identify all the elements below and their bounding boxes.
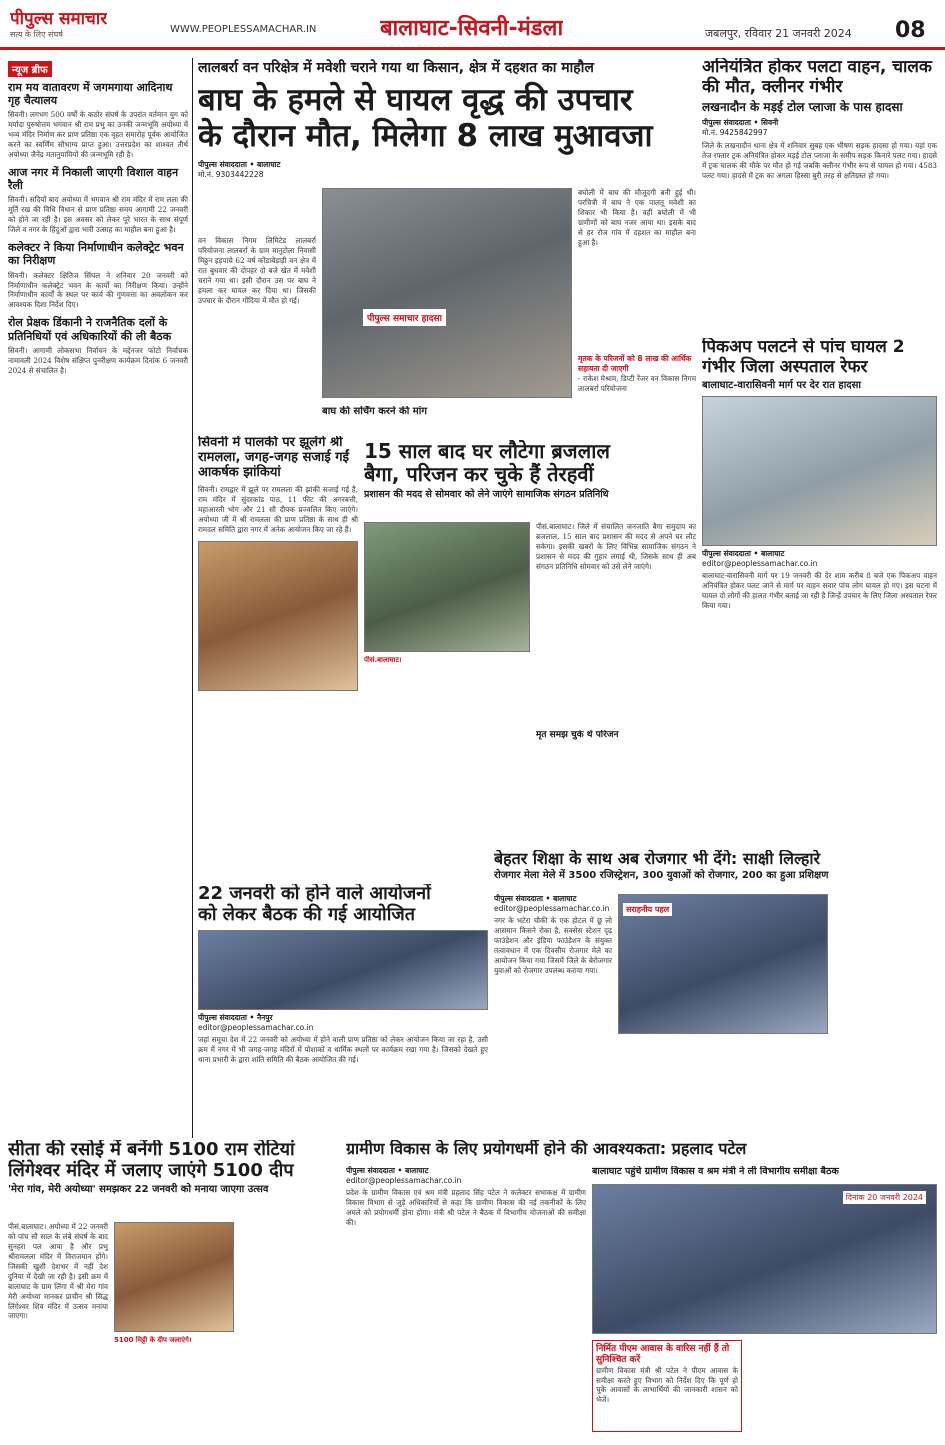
- sakshi-text-column: [494, 894, 612, 1124]
- baiga-body: पीसं.बालाघाट। जिले में संचालित जनजाति बैगा समुदाय का ब्रजलाल, 15 साल बाद प्रशासन की मदद से अपने घर लौट सकेगा। इसकी खबरों के लिए विभिन्न सामाजिक संगठन ने प्रशासन से मदद की गुहार लगाई थी, जिसके साथ ही अब संगठन प्रतिनिधि सोमवार को उसे लेने जाएंगे।: [536, 522, 696, 571]
- brief-headline: राम मय वातावरण में जगमगाया आदिनाथ गृह चैत्यालय: [8, 81, 173, 108]
- lead-mobile: मो.नं. 9303442228: [198, 170, 264, 180]
- masthead: [0, 0, 945, 50]
- official-quote: [578, 354, 696, 444]
- sakshi-story: [494, 850, 937, 1132]
- accident-mobile: मो.नं. 9425842997: [702, 128, 768, 138]
- patel-subhead: बालाघाट पहुंचे ग्रामीण विकास व श्रम मंत्री ने ली विभागीय समीक्षा बैठक: [592, 1166, 839, 1177]
- sakshi-email: editor@peoplessamachar.co.in: [494, 904, 610, 913]
- lead-headline-line1: बाघ के हमले से घायल वृद्ध की उपचार: [198, 82, 633, 118]
- pickup-byline: पीपुल्स संवाददाता • बालाघाट: [702, 549, 785, 559]
- meeting-byline: पीपुल्स संवाददाता • नैनपुर: [198, 1013, 273, 1023]
- sakshi-headline: बेहतर शिक्षा के साथ अब रोजगार भी देंगे: साक्षी लिल्हारे: [494, 850, 821, 868]
- meeting-email: editor@peoplessamachar.co.in: [198, 1023, 314, 1033]
- page-number: 08: [895, 18, 926, 43]
- patel-email: editor@peoplessamachar.co.in: [346, 1176, 462, 1185]
- patel-box-head: निर्मित पीएम आवास के वारिस नहीं हैं तो सुनिश्चित करें: [596, 1344, 730, 1365]
- meeting-headline-line2: को लेकर बैठक की गई आयोजित: [198, 903, 416, 925]
- dateline: जबलपुर, रविवार 21 जनवरी 2024: [705, 27, 852, 40]
- brief-headline: आज नगर में निकाली जाएगी विशाल वाहन रैली: [8, 166, 179, 193]
- sakshi-byline: पीपुल्स संवाददाता • बालाघाट: [494, 894, 577, 903]
- accident-body: जिले के लखनादौन थाना क्षेत्र में शनिवार सुबह एक भीषण सड़क हादसा हो गया। यहां एक तेज रफ्तार ट्रक अनियंत्रित होकर मड़ई टोल प्लाजा के समीप सड़क किनारे पलट गया। हादसे में ट्रक चालक की मौके पर मौत हो गई जबकि क्लीनर गंभीर रूप से घायल हो गया। 4583 पलट गया। हादसे में ट्रक का अगला हिस्सा बुरी तरह से क्षतिग्रस्त हो गया।: [702, 141, 937, 181]
- lead-story: [198, 58, 696, 498]
- lead-kicker: लालबर्रा वन परिक्षेत्र में मवेशी चराने गया था किसान, क्षेत्र में दहशत का माहौल: [198, 60, 594, 76]
- patel-photo: [592, 1184, 937, 1334]
- lead-headline-line2: के दौरान मौत, मिलेगा 8 लाख मुआवजा: [198, 117, 653, 154]
- meeting-photo: [198, 930, 488, 1010]
- palki-story: [198, 436, 358, 876]
- baiga-headline-line2: बैगा, परिजन कर चुके हैं तेरहवीं: [364, 462, 594, 486]
- news-brief-column: [8, 58, 188, 1138]
- photo-tag: पीपुल्स समाचार हादसा: [363, 309, 446, 326]
- lead-body-continued: बघोली में बाघ की मौजूदगी बनी हुई थी। परचित्री में बाघ ने एक पालतू मवेशी का शिकार भी किया है। वहीं बघोली में भी ग्रामीणों को बाघ नजर आया था। इसके बाद से हर रोज गांव में दहशत का माहौल बना हुआ है।: [578, 188, 696, 247]
- pickup-headline: पिकअप पलटने से पांच घायल 2 गंभीर जिला अस्पताल रेफर: [702, 338, 905, 377]
- baiga-photo: [364, 522, 530, 652]
- website-url: WWW.PEOPLESSAMACHAR.IN: [170, 24, 317, 35]
- palki-body: सिवनी। रामद्वार में झूले पर रामलला की झांकी सजाई गई है, राम मंदिर में सुंदरकांड पाठ, 11 फीट की अगरबत्ती, महाआरती भोग और 21 सौ दीपक प्रज्वलित किए जाएंगे। अयोध्या जी में श्री रामलला की प्राण प्रतिष्ठा के साथ ही श्री रामदल समिति द्वारा नगर में अनेक आयोजन किए जा रहे हैं।: [198, 484, 358, 534]
- section-title: बालाघाट-सिवनी-मंडला: [380, 16, 564, 41]
- news-brief-label: न्यूज ब्रीफ: [8, 61, 52, 77]
- patel-box: [592, 1340, 742, 1432]
- sakshi-body: नगर के भटेरा चौकी के एक होटल में छू लो आसमान किसने रोका है, सक्सेस स्टेशन दृढ़ फाउंडेशन और इंडिया फाउंडेशन के संयुक्त तत्वावधान में एक दिवसीय रोजगार मेले का आयोजन किया गया जिसमें जिले के बेरोजगार युवाओं को रोजगार उपलब्ध कराया गया।: [494, 916, 612, 975]
- brief-headline: कलेक्टर ने किया निर्माणाधीन कलेक्ट्रेट भवन का निरीक्षण: [8, 241, 184, 268]
- palki-photo: [198, 541, 358, 691]
- brief-body: सिवनी। आगामी लोकसभा निर्वाचन के मद्देनजर फोटो निर्वाचक नामावली 2024 विशेष संक्षिप्त पुनरीक्षण कार्यक्रम दिनांक 6 जनवरी 2024 से संचालित है।: [8, 345, 188, 375]
- column-divider: [192, 58, 193, 1138]
- patel-body: प्रदेश के ग्रामीण विकास एवं श्रम मंत्री प्रहलाद सिंह पटेल ने कलेक्टर सभाकक्ष में ग्रामीण विकास विभाग से जुड़े अधिकारियों से कहा कि ग्रामीण विकास की नई तकनीकों के लिए अमले को प्रयोगधर्मी होना होगा। मंत्री श्री पटेल ने बैठक में विभागीय योजनाओं की समीक्षा की।: [346, 1188, 586, 1227]
- sakshi-subhead: रोजगार मेला मेले में 3500 रजिस्ट्रेशन, 300 युवाओं को रोजगार, 200 का हुआ प्रशिक्षण: [494, 870, 829, 882]
- patel-story: [346, 1140, 937, 1440]
- lead-byline: पीपुल्स संवाददाता • बालाघाट: [198, 160, 281, 170]
- lead-subhead: बाघ की सर्चिंग करने की मांग: [322, 406, 428, 417]
- sita-headline-line1: सीता की रसोई में बनेंगी 5100 राम रोटियां: [8, 1140, 295, 1160]
- sita-story: [8, 1140, 338, 1440]
- sita-body: पीसं.बालाघाट। अयोध्या में 22 जनवरी को पांच सौ साल के लंबे संघर्ष के बाद सुनहरा पल आया है और प्रभु श्रीरामलला मंदिर में विराजमान होंगे। जिसकी खुशी देशभर में नहीं देश दुनिया में देखी जा रही है। इसी क्रम में बालाघाट के ग्राम लिंगा में श्री मेरा गांव मेरी अयोध्या मानकर प्राचीन श्री सिद्ध लिंगेश्वर शिव मंदिर में उत्सव मनाया जाएगा।: [8, 1222, 108, 1321]
- meeting-story: [198, 884, 488, 1124]
- pickup-subhead: बालाघाट-वारासिवनी मार्ग पर देर रात हादसा: [702, 380, 861, 392]
- pickup-email: editor@peoplessamachar.co.in: [702, 559, 818, 569]
- accident-headline: अनियंत्रित होकर पलटा वाहन, चालक की मौत, क्लीनर गंभीर: [702, 58, 932, 97]
- patel-text-column: [346, 1166, 586, 1228]
- meeting-body: जहां समूचा देश में 22 जनवरी को अयोध्या में होने वाली प्राण प्रतिष्ठा को लेकर आयोजन किया जा रहा है, उसी क्रम में नगर में भी जगह-जगह मंदिरों में पोशाकों व धार्मिक स्थलों पर कार्यक्रम रखा गया है। जिसको देखते हुए थाना प्रभारी के द्वारा शांति समिति की बैठक आयोजित की गई।: [198, 1035, 488, 1065]
- baiga-inner-subhead: मृत समझ चुके थे परिजन: [536, 730, 619, 740]
- baiga-caption: पीसं.बालाघाट।: [364, 656, 402, 664]
- patel-headline: ग्रामीण विकास के लिए प्रयोगधर्मी होने की आवश्यकता: प्रहलाद पटेल: [346, 1140, 747, 1158]
- quote-author: - राकेश मेश्राम, डिप्टी रेंजर वन विकास निगम लालबर्रा परियोजना: [578, 374, 696, 393]
- patel-box-body: ग्रामीण विकास मंत्री श्री पटेल ने पीएम आवास के समीक्षा करते हुए विभाग को निर्देश दिए कि पूर्ण हो चुके आवासों के लाभार्थियों की जानकारी शासन को भेजें।: [596, 1365, 738, 1405]
- sakshi-tag: सराहनीय पहल: [623, 903, 672, 916]
- accident-subhead: लखनादौन के मड़ई टोल प्लाजा के पास हादसा: [702, 100, 903, 115]
- sita-caption: 5100 मिट्टी के दीप जलाएंगे।: [114, 1336, 192, 1344]
- lead-photo: [322, 188, 572, 398]
- meeting-headline-line1: 22 जनवरी को होने वाले आयोजनों: [198, 884, 431, 904]
- brief-body: सिवनी। लगभग 500 वर्षों के कठोर संघर्ष के उपरांत वर्तमान युग को मर्यादा पुरुषोत्तम भगवान श्री राम प्रभु का उनकी जन्मभूमि अयोध्या में भव्य मंदिर निर्माण कर प्राण प्रतिष्ठा एक वृहत समारोह पूर्वक आयोजित करने का स्वर्णिम सौभाग्य प्राप्त हुआ। उत्तरप्रदेश का शाश्वत तीर्थ अयोध्या जैनेंद्र मतानुयायियों की जन्मभूमि रही है।: [8, 110, 188, 160]
- brief-body: सिवनी। कलेक्टर क्षितिज सिंघल ने शनिवार 20 जनवरी को निर्माणाधीन कलेक्ट्रेट भवन के कार्यों का निरीक्षण किया। उन्होंने निर्माणाधीन कार्यों के स्थल पर कार्य की गुणवत्ता का अवलोकन कर आवश्यक दिशा निर्देश दिए।: [8, 270, 188, 310]
- quote-head: मृतक के परिजनों को 8 लाख की आर्थिक सहायता दी जाएगी: [578, 354, 692, 373]
- pickup-photo: [702, 396, 937, 546]
- baiga-subhead: प्रशासन की मदद से सोमवार को लेने जाएंगे सामाजिक संगठन प्रतिनिधि: [364, 489, 609, 500]
- sakshi-photo: [618, 894, 828, 1034]
- patel-photo-date: दिनांक 20 जनवरी 2024: [843, 1191, 926, 1204]
- brief-body: सिवनी। सदियों बाद अयोध्या में भगवान श्री राम मंदिर में राम लला की मूर्ति रख की विधि विधान से प्राण प्रतिष्ठा समय आगामी 22 जनवरी को होने जा रही है। इस अवसर को लेकर पूरे भारत के साथ संपूर्ण जिले व नगर के हिंदुओं द्वारा भारी उत्साह का माहौल बना हुआ है।: [8, 195, 188, 235]
- sita-subhead: 'मेरा गांव, मेरी अयोध्या' समझकर 22 जनवरी को मनाया जाएगा उत्सव: [8, 1184, 269, 1196]
- baiga-headline-line1: 15 साल बाद घर लौटेगा ब्रजलाल: [364, 440, 610, 463]
- pickup-body: बालाघाट-वारासिवनी मार्ग पर 19 जनवरी की देर शाम करीब 8 बजे एक पिकअप वाहन अनियंत्रित होकर पलट जाने से मार्ग पर वाहन सवार पांच लोग घायल हो गए। इस घटना में घायल दो लोगों की हालत गंभीर बताई जा रही है जिन्हें उपचार के लिए जिला अस्पताल रेफर किया गया।: [702, 571, 937, 610]
- brief-headline: रोल प्रेक्षक डिंकानी ने राजनैतिक दलों के प्रतिनिधियों एवं अधिकारियों की ली बैठक: [8, 316, 172, 343]
- sita-photo: [114, 1222, 234, 1332]
- lead-body: वन विकास निगम लिमिटेड लालबर्रा परियोजना लालबर्रा के ग्राम मानुटोला निवासी मिठ्ठन इड़पाचे 62 वर्ष कोंडाबेड़ाड़ी वन क्षेत्र में रात बुधवार की दोपहर दो बजे खेत में मवेशी चराने गया था। इसी दौरान उस पर बाघ ने हमला कर घायल कर दिया था। जिसकी उपचार के दौरान गोंदिया में मौत हो गई।: [198, 236, 316, 305]
- patel-byline: पीपुल्स संवाददाता • बालाघाट: [346, 1166, 429, 1175]
- pickup-story: [702, 338, 937, 838]
- sita-headline-line2: लिंगेश्वर मंदिर में जलाए जाएंगे 5100 दीप: [8, 1159, 294, 1181]
- baiga-story: [364, 440, 696, 840]
- palki-headline: सिवनी में पालकी पर झूलेंगे श्री रामलला, जगह-जगह सजाई गईं आकर्षक झांकियां: [198, 436, 349, 480]
- accident-byline: पीपुल्स संवाददाता • सिवनी: [702, 118, 779, 128]
- accident-story: [702, 58, 937, 328]
- newspaper-logo: पीपुल्स समाचार सत्य के लिए संघर्ष: [10, 9, 108, 39]
